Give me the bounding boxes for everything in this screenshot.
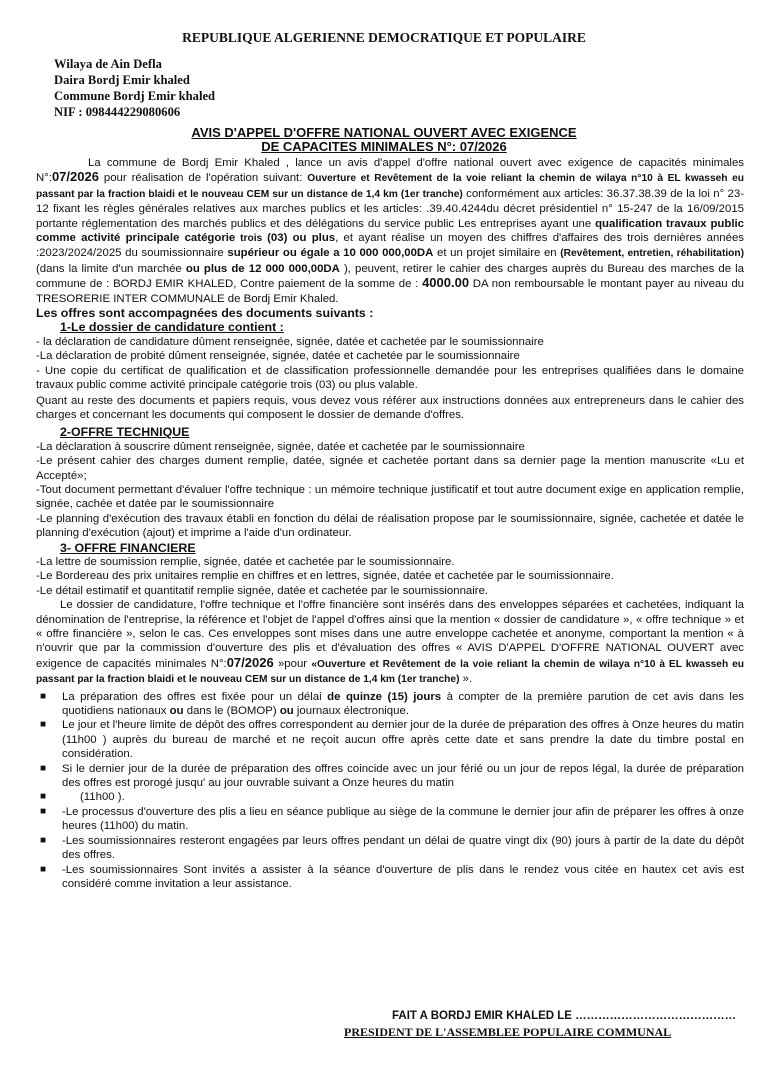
daira-line: Daira Bordj Emir khaled xyxy=(54,73,190,87)
bullet-item: ■ -Le processus d'ouverture des plis a lieu en séance publique au siège de la commune le dernier jour afin de préparer les offres à onze heures (11h00) du matin. xyxy=(36,805,744,834)
bullet-square-icon: ■ xyxy=(40,762,47,774)
offres-heading: Les offres sont accompagnées des documents suivants : xyxy=(36,306,374,321)
section-2-item: -Tout document permettant d'évaluer l'offre technique : un mémoire technique justificatif et tout autre document exige en application remplie, signée, cachée et datée par le soumissionnaire xyxy=(36,483,744,511)
bullet-square-icon: ■ xyxy=(40,863,47,875)
title-line-2: DE CAPACITES MINIMALES N°: 07/2026 xyxy=(261,139,507,154)
section-1-item: -La déclaration de probité dûment renseignée, signée, datée et cachetée par le soumissionnaire xyxy=(36,350,520,363)
bullet-item: ■ La préparation des offres est fixée pour un délai de quinze (15) jours à compter de la première parution de cet avis dans les quotidiens nationaux ou dans le (BOMOP) ou journaux électronique. xyxy=(36,690,744,719)
signature-title: PRESIDENT DE L'ASSEMBLEE POPULAIRE COMMUNAL xyxy=(344,1025,672,1039)
section-2-item: -Le planning d'exécution des travaux établi en fonction du délai de réalisation propose par le soumissionnaire, signée, cachetée et datée le planning d'exécution (ajout) et imprime a l'aide d'un ordinateur. xyxy=(36,512,744,540)
bullet-square-icon: ■ xyxy=(40,690,47,702)
bullet-square-icon: ■ xyxy=(40,791,47,803)
republic-heading: REPUBLIQUE ALGERIENNE DEMOCRATIQUE ET POPULAIRE xyxy=(182,30,586,45)
dossier-paragraph: Le dossier de candidature, l'offre technique et l'offre financière sont insérés dans des enveloppes séparées et cachetées, indiquant la dénomination de l'entreprise, la référence et l'objet de l'appel d'offres ainsi que la mention « dossier de candidature », « offre technique » et « offre financière », selon le cas. Ces enveloppes sont mises dans une autre enveloppe cachetée et anonyme, comportant la mention « à n'ouvrir que par la commission d'ouverture des plis et d'évaluation des offres « AVIS D'APPEL D'OFFRE NATIONAL OUVERT avec exigence de capacités minimales N°:07/2026 »pour «Ouverture et Revêtement de la voie reliant la chemin de wilaya n°10 à EL kwasseh eu passant par la fraction blaidi et le nouveau CEM sur un distance de 1,4 km (1er tranche) ». xyxy=(36,599,745,686)
bullet-item: ■ -Les soumissionnaires resteront engagées par leurs offres pendant un délai de quatre vingt dix (90) jours à partir de la date du dépôt des offres. xyxy=(36,834,744,863)
bullet-item: ■ Si le dernier jour de la durée de préparation des offres coincide avec un jour férié ou un jour de repos légal, la durée de préparation des offres est prorogé jusqu' au jour ouvrable suivant a Onze heures du matin xyxy=(36,762,744,791)
issuer-block xyxy=(54,56,215,120)
intro-paragraph: La commune de Bordj Emir Khaled , lance un avis d'appel d'offre national ouvert avec exigence de capacités minimales N°:07/2026 pour réalisation de l'opération suivant: Ouverture et Revêtement de la voie reliant la chemin de wilaya n°10 à EL kwasseh eu passant par la fraction blaidi et le nouveau CEM sur un distance de 1,4 km (1er tranche) conformément aux articles: 36.37.38.39 de la loi n° 23-12 fixant les règles générales relatives aux marches publics et les articles: .39.40.4244du décret présidentiel n° 15-247 de la 16/09/2015 portante réglementation des marchés publics et des délégations du service public Les entreprises ayant une qualification travaux public comme activité principale catégorie trois (03) ou plus, et ayant réalise un moyen des chiffres d'affaires des trois dernières années :2023/2024/2025 du soumissionnaire supérieur ou égale a 10 000 000,00DA et un projet similaire en (Revêtement, entretien, réhabilitation) (dans la limite d'un marchée ou plus de 12 000 000,00DA ), peuvent, retirer le cahier des charges auprès du Bureau des marches de la commune de : BORDJ EMIR KHALED, Contre paiement de la somme de : 4000.00 DA non remboursable le montant payer au niveau du TRESORERIE INTER COMMUNALE de Bordj Emir Khaled. xyxy=(36,157,745,305)
section-1-item: - Une copie du certificat de qualification et de classification professionnelle demandée pour les entreprises qualifiées dans le domaine travaux public comme activité principale catégorie trois (03) ou plus valable. xyxy=(36,364,744,392)
section-1-title: 1-Le dossier de candidature contient : xyxy=(60,320,284,335)
section-3-title: 3- OFFRE FINANCIERE xyxy=(60,540,196,555)
bullet-item: ■ Le jour et l'heure limite de dépôt des offres correspondent au dernier jour de la durée de préparation des offres à Onze heures du matin (11h00 ) auprès du bureau de marché et ne reçoit aucun offre après cette date et sans prendre la date du timbre postal en considération. xyxy=(36,718,744,761)
section-3-item: -La lettre de soumission remplie, signée, datée et cachetée par le soumissionnaire. xyxy=(36,555,455,568)
wilaya-line: Wilaya de Ain Defla xyxy=(54,57,162,71)
notice-body xyxy=(36,156,744,891)
section-2-item: -La déclaration à souscrire dûment renseignée, signée, datée et cachetée par le soumissionnaire xyxy=(36,440,525,453)
notice-title xyxy=(0,126,768,154)
bullet-item: ■ (11h00 ). xyxy=(36,790,744,804)
bullet-square-icon: ■ xyxy=(40,805,47,817)
bullet-item: ■ -Les soumissionnaires Sont invités a assister à la séance d'ouverture de plis dans le rendez vous citée en hautex cet avis est considéré comme invitation a leur assistance. xyxy=(36,863,744,892)
bullet-square-icon: ■ xyxy=(40,719,47,731)
section-3-item: -Le détail estimatif et quantitatif remplie signée, datée et cachetée par le soumissionnaire. xyxy=(36,584,489,597)
section-3-item: -Le Bordereau des prix unitaires remplie en chiffres et en lettres, signée, datée et cachetée par le soumissionnaire. xyxy=(36,570,614,583)
bullet-square-icon: ■ xyxy=(40,834,47,846)
section-2-title: 2-OFFRE TECHNIQUE xyxy=(60,425,190,440)
commune-line: Commune Bordj Emir khaled xyxy=(54,89,216,103)
nif-line: NIF : 098444229080606 xyxy=(54,105,181,119)
section-1-item: - la déclaration de candidature dûment renseignée, signée, datée et cachetée par le soumissionnaire xyxy=(36,335,544,348)
title-line-1: AVIS D'APPEL D'OFFRE NATIONAL OUVERT AVEC EXIGENCE xyxy=(191,125,577,140)
section-1-note: Quant au reste des documents et papiers requis, vous devez vous référer aux instructions données aux entrepreneurs dans le cahier des charges et concernant les documents qui composent le dossier de demande d'offres. xyxy=(36,394,744,421)
section-2-item: -Le présent cahier des charges dument remplie, datée, signée et cachetée portant dans sa dernier page la mention manuscrite «Lu et Accepté»; xyxy=(36,455,744,482)
signature-place-date: FAIT A BORDJ EMIR KHALED LE …………………………………… xyxy=(392,1010,737,1022)
